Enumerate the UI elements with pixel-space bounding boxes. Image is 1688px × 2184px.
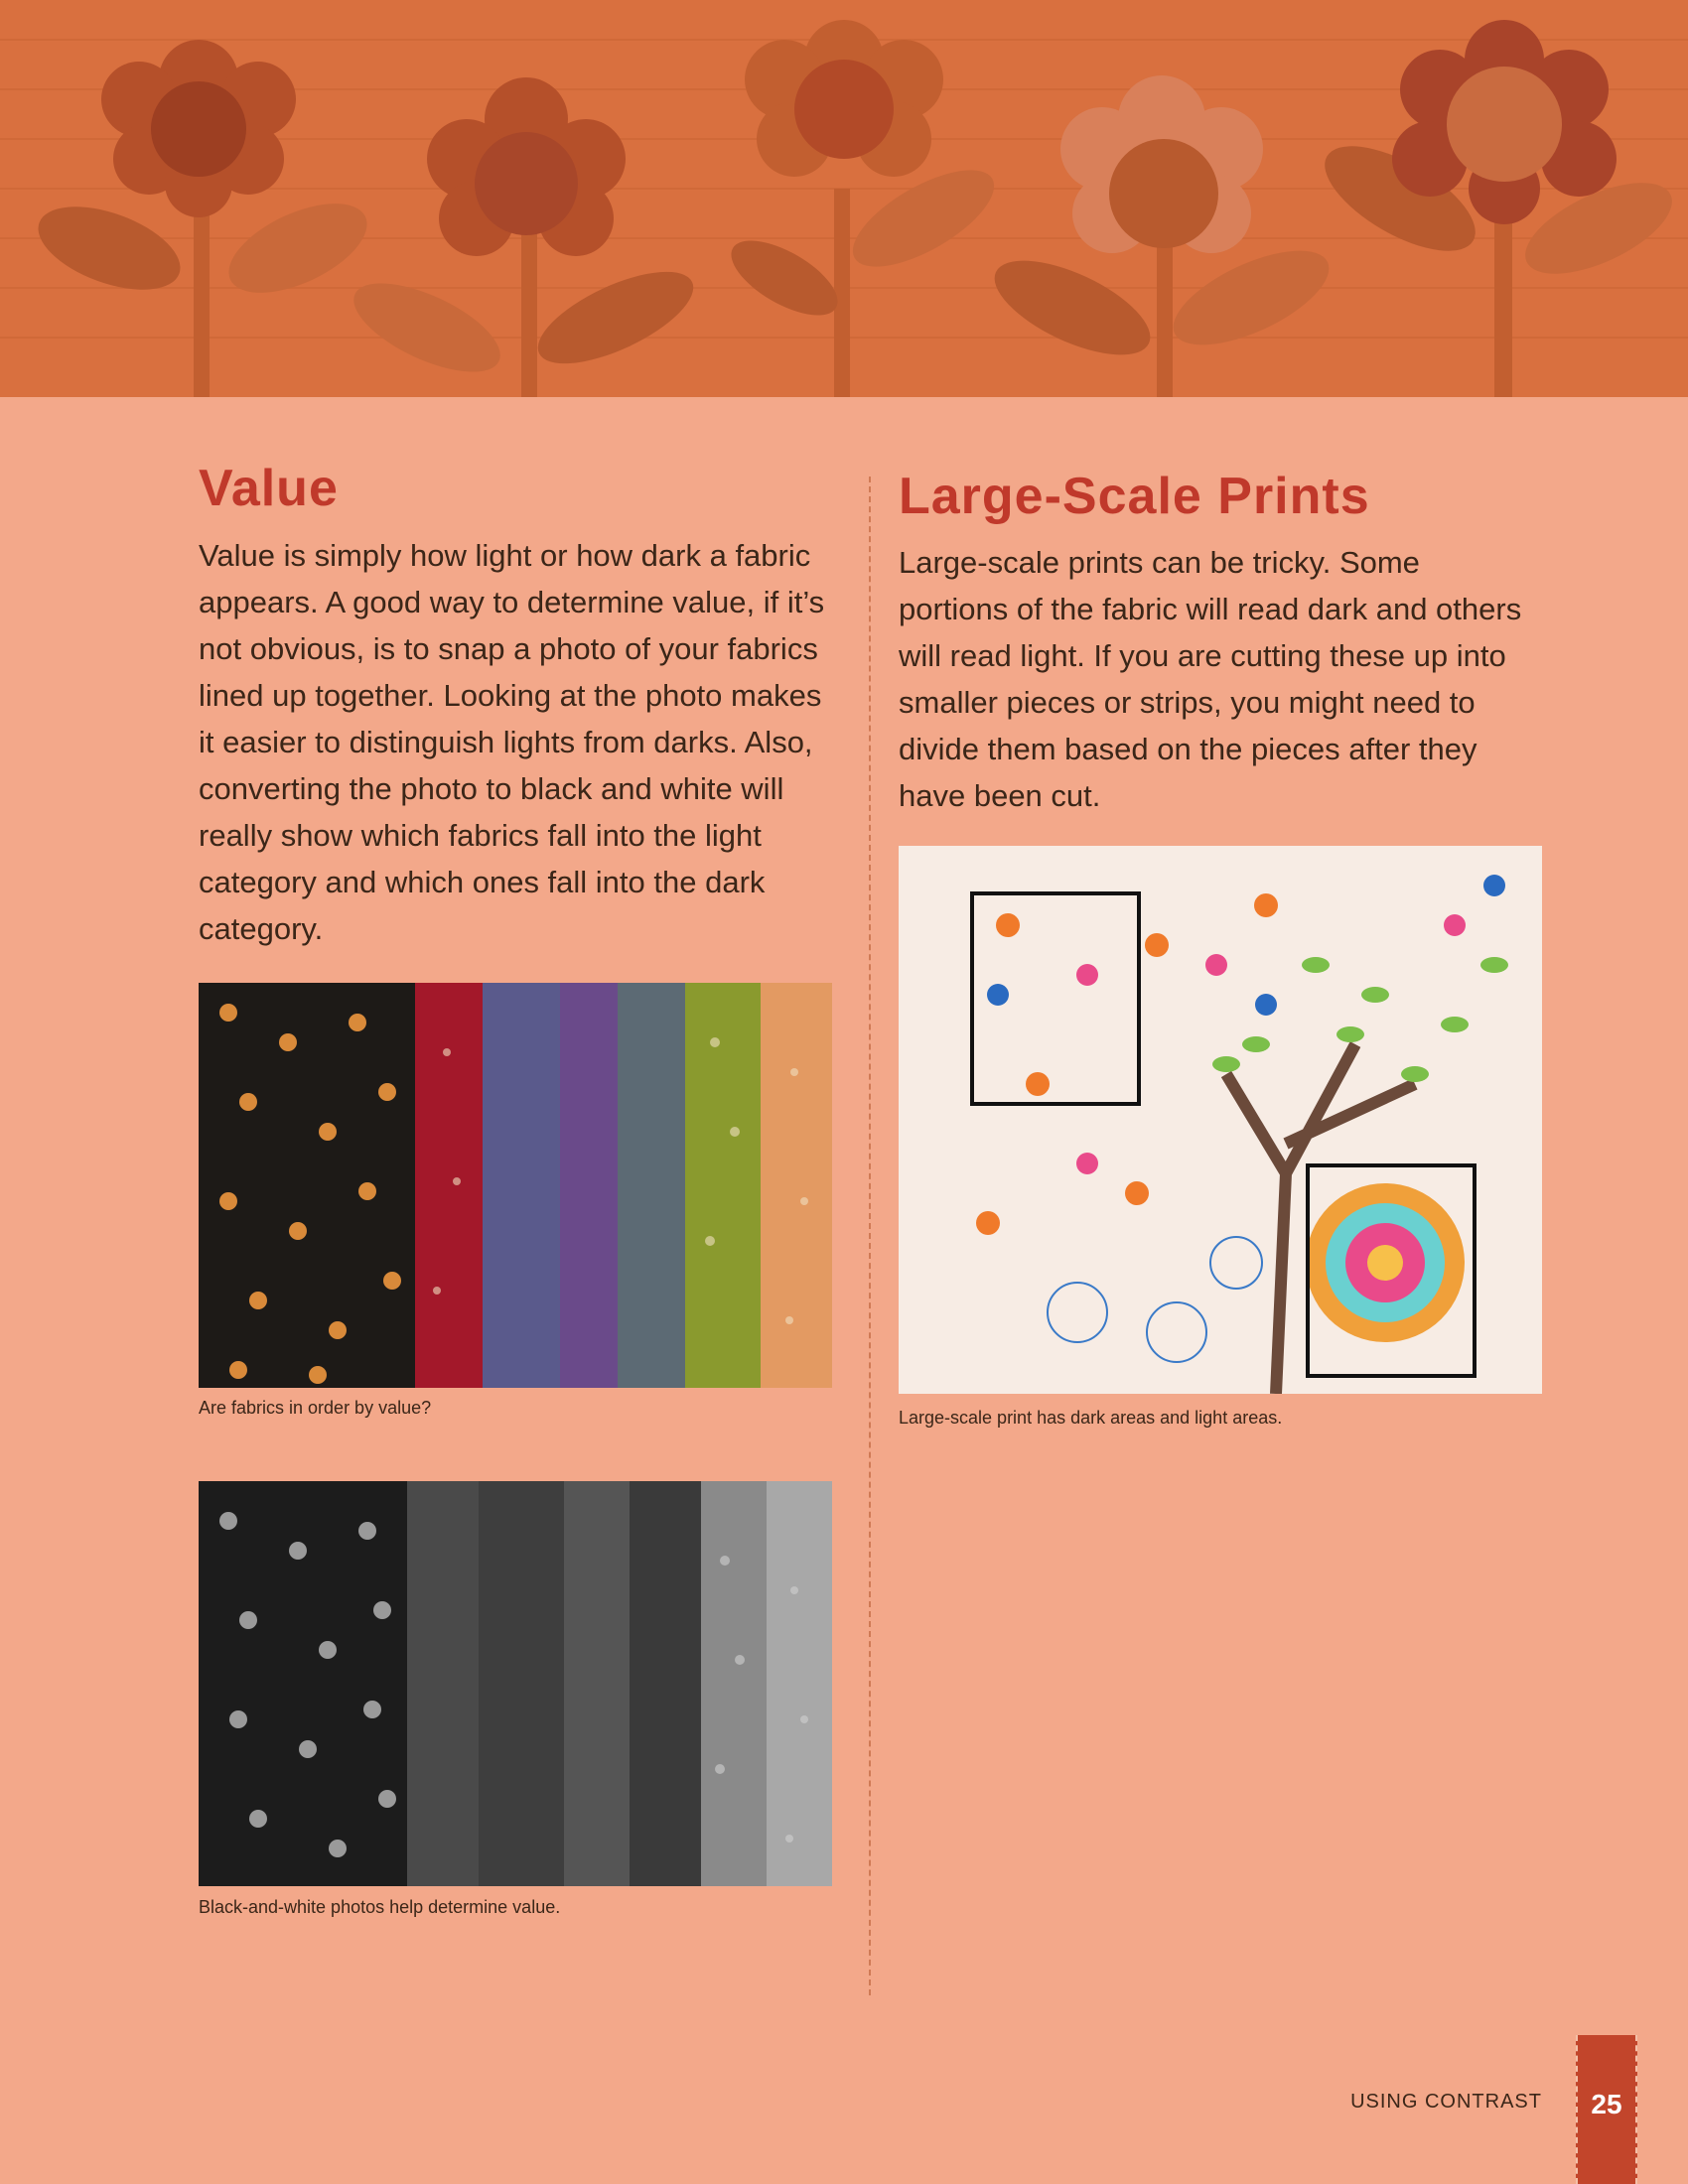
value-heading: Value xyxy=(199,460,339,517)
large-print-caption: Large-scale print has dark areas and light areas. xyxy=(899,1408,1283,1428)
flower-banner-icon xyxy=(0,0,1688,397)
large-scale-print-photo-icon xyxy=(899,846,1542,1394)
large-scale-prints-heading: Large-Scale Prints xyxy=(899,468,1370,525)
column-divider xyxy=(869,477,871,1995)
fabric-photo-caption: Are fabrics in order by value? xyxy=(199,1398,432,1418)
fabric-strips-bw-photo xyxy=(199,1481,832,1886)
applique-flower-banner xyxy=(0,0,1688,397)
fabric-strips-photo-icon xyxy=(199,983,832,1388)
value-paragraph: Value is simply how light or how dark a fabric appears. A good way to determine value, if it’s not obvious, is to snap a photo of your fabrics lined up together. Looking at the photo makes it easier to distinguish lights from darks. Also, converting the photo to black and white will really show which fabrics fall into the light category and which ones fall into the dark category. xyxy=(199,538,825,946)
fabric-strips-photo xyxy=(199,983,832,1388)
page-number: 25 xyxy=(1591,2089,1622,2119)
section-label: USING CONTRAST xyxy=(1350,2091,1542,2113)
fabric-strips-bw-photo-icon xyxy=(199,1481,832,1886)
bw-photo-caption: Black-and-white photos help determine value. xyxy=(199,1897,561,1917)
page-number-tab xyxy=(1576,2035,1637,2184)
large-scale-print-photo xyxy=(899,846,1542,1394)
large-scale-prints-paragraph: Large-scale prints can be tricky. Some portions of the fabric will read dark and others will read light. If you are cutting these up into smaller pieces or strips, you might need to divide them based on the pieces after they have been cut. xyxy=(899,545,1522,813)
